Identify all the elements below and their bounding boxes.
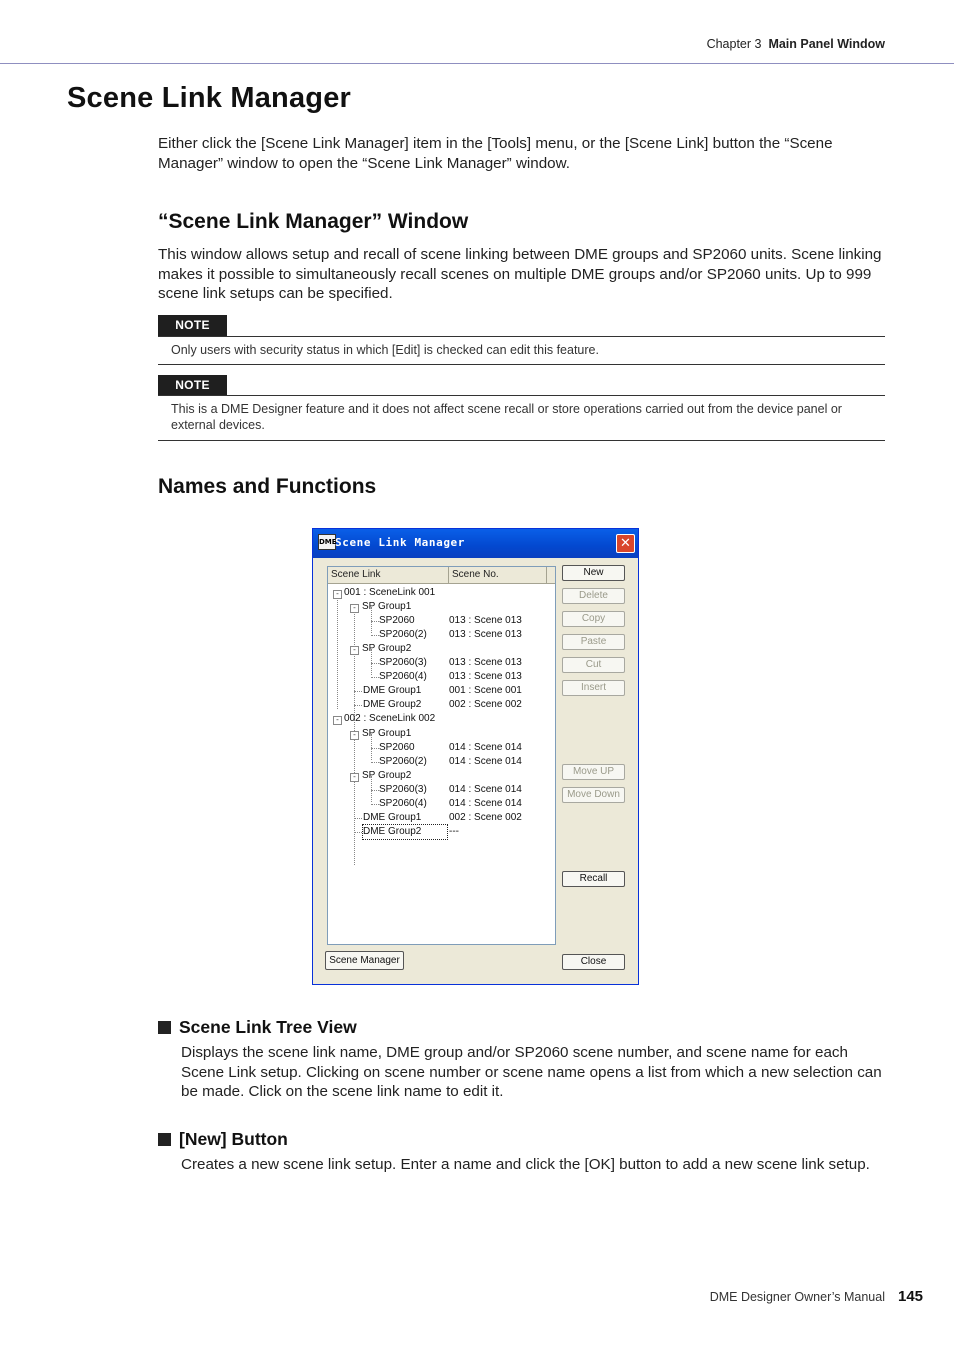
header-rule xyxy=(0,63,954,64)
window-description: This window allows setup and recall of scene linking between DME groups and SP2060 units. Scene linking makes it possible to simultaneously recall scenes on multiple DME groups and/or SP2060 units. Up to 999 scene link setups can be specified. xyxy=(158,246,882,302)
tree-connector xyxy=(371,748,379,749)
dialog-title: Scene Link Manager xyxy=(335,536,466,549)
collapse-icon[interactable]: - xyxy=(350,646,359,655)
scene-no-cell[interactable]: 014 : Scene 014 xyxy=(449,756,522,767)
tree-item-dme-group[interactable]: DME Group2 xyxy=(363,699,422,710)
dialog-titlebar[interactable] xyxy=(313,529,638,558)
note-text: Only users with security status in which [Edit] is checked can edit this feature. xyxy=(171,343,599,357)
scene-no-cell[interactable]: 014 : Scene 014 xyxy=(449,784,522,795)
tree-item-sp2060[interactable]: SP2060 xyxy=(379,742,415,753)
tree-item-sp2060[interactable]: SP2060(3) xyxy=(379,784,427,795)
tree-item-scenelink-002[interactable]: 002 : SceneLink 002 xyxy=(344,713,436,724)
note-rule xyxy=(158,395,885,396)
scene-no-cell[interactable]: 013 : Scene 013 xyxy=(449,615,522,626)
collapse-icon[interactable]: - xyxy=(350,604,359,613)
tree-item-sp-group[interactable]: SP Group2 xyxy=(362,643,412,654)
tree-item-scenelink-001[interactable]: 001 : SceneLink 001 xyxy=(344,587,436,598)
paste-button[interactable]: Paste xyxy=(562,634,625,650)
section-heading: [New] Button xyxy=(158,1129,288,1150)
square-bullet-icon xyxy=(158,1133,171,1146)
note-rule xyxy=(158,364,885,365)
move-up-button[interactable]: Move UP xyxy=(562,764,625,780)
scene-no-cell[interactable]: 002 : Scene 002 xyxy=(449,812,522,823)
cut-button[interactable]: Cut xyxy=(562,657,625,673)
tree-item-dme-group[interactable]: DME Group1 xyxy=(363,685,422,696)
window-heading: “Scene Link Manager” Window xyxy=(158,210,469,233)
insert-button[interactable]: Insert xyxy=(562,680,625,696)
scene-no-cell[interactable]: 014 : Scene 014 xyxy=(449,742,522,753)
tree-item-sp2060[interactable]: SP2060 xyxy=(379,615,415,626)
tree-connector xyxy=(371,790,379,791)
note-text: This is a DME Designer feature and it does not affect scene recall or store operations carried out from the device panel or external devices. xyxy=(171,402,842,432)
tree-connector xyxy=(354,691,362,692)
tree-item-sp2060[interactable]: SP2060(2) xyxy=(379,756,427,767)
section-text: Creates a new scene link setup. Enter a name and click the [OK] button to add a new scene link setup. xyxy=(181,1156,870,1173)
tree-item-sp2060[interactable]: SP2060(2) xyxy=(379,629,427,640)
move-down-button[interactable]: Move Down xyxy=(562,787,625,803)
scene-no-cell[interactable]: 001 : Scene 001 xyxy=(449,685,522,696)
collapse-icon[interactable]: - xyxy=(350,773,359,782)
note-badge: NOTE xyxy=(158,315,227,336)
collapse-icon[interactable]: - xyxy=(333,590,342,599)
tree-connector xyxy=(354,818,362,819)
chapter-title: Main Panel Window xyxy=(768,37,885,51)
chapter-number: Chapter 3 xyxy=(706,37,762,51)
scene-no-cell[interactable]: 013 : Scene 013 xyxy=(449,671,522,682)
delete-button[interactable]: Delete xyxy=(562,588,625,604)
close-button[interactable]: Close xyxy=(562,954,625,970)
running-header xyxy=(0,37,885,51)
scene-no-cell[interactable]: 013 : Scene 013 xyxy=(449,657,522,668)
copy-button[interactable]: Copy xyxy=(562,611,625,627)
new-button[interactable]: New xyxy=(562,565,625,581)
scene-no-cell[interactable]: --- xyxy=(449,826,459,837)
tree-header xyxy=(328,567,555,584)
collapse-icon[interactable]: - xyxy=(350,731,359,740)
names-heading: Names and Functions xyxy=(158,475,377,498)
tree-item-sp-group[interactable]: SP Group2 xyxy=(362,770,412,781)
intro-paragraph: Either click the [Scene Link Manager] item in the [Tools] menu, or the [Scene Link] button the “Scene Manager” window to open the “Scene Link Manager” window. xyxy=(158,135,833,172)
note-rule xyxy=(158,336,885,337)
tree-item-sp2060[interactable]: SP2060(4) xyxy=(379,671,427,682)
tree-connector xyxy=(354,705,362,706)
tree-item-sp-group[interactable]: SP Group1 xyxy=(362,601,412,612)
square-bullet-icon xyxy=(158,1021,171,1034)
scene-no-cell[interactable]: 013 : Scene 013 xyxy=(449,629,522,640)
page-number: 145 xyxy=(898,1288,924,1305)
scene-manager-button[interactable]: Scene Manager xyxy=(325,951,404,970)
dme-app-icon: DME xyxy=(318,534,336,550)
column-header-scene-link[interactable]: Scene Link xyxy=(328,567,449,583)
recall-button[interactable]: Recall xyxy=(562,871,625,887)
column-header-scene-no[interactable]: Scene No. xyxy=(449,567,547,583)
scene-link-manager-dialog xyxy=(312,528,639,985)
tree-item-sp2060[interactable]: SP2060(3) xyxy=(379,657,427,668)
collapse-icon[interactable]: - xyxy=(333,716,342,725)
tree-item-sp-group[interactable]: SP Group1 xyxy=(362,728,412,739)
section-heading: Scene Link Tree View xyxy=(158,1017,357,1038)
tree-connector xyxy=(337,593,338,709)
scene-link-tree-view[interactable] xyxy=(327,566,556,945)
tree-connector xyxy=(371,635,379,636)
page-title: Scene Link Manager xyxy=(67,82,352,114)
scene-no-cell[interactable]: 002 : Scene 002 xyxy=(449,699,522,710)
tree-item-sp2060[interactable]: SP2060(4) xyxy=(379,798,427,809)
section-text: Displays the scene link name, DME group and/or SP2060 scene number, and scene name for each Scene Link setup. Clicking on scene number or scene name opens a list from which a new selection can be made. Click on the scene link name to edit it. xyxy=(181,1044,882,1100)
note-rule xyxy=(158,440,885,441)
tree-connector xyxy=(354,832,362,833)
tree-connector xyxy=(371,804,379,805)
note-badge: NOTE xyxy=(158,375,227,396)
tree-item-dme-group[interactable]: DME Group1 xyxy=(363,812,422,823)
footer-manual-title: DME Designer Owner’s Manual xyxy=(709,1290,885,1304)
tree-connector xyxy=(371,621,379,622)
tree-connector xyxy=(371,663,379,664)
scene-no-cell[interactable]: 014 : Scene 014 xyxy=(449,798,522,809)
tree-item-dme-group-selected[interactable]: DME Group2 xyxy=(363,825,447,839)
tree-connector xyxy=(371,762,379,763)
close-icon[interactable]: ✕ xyxy=(616,534,635,553)
tree-connector xyxy=(371,677,379,678)
